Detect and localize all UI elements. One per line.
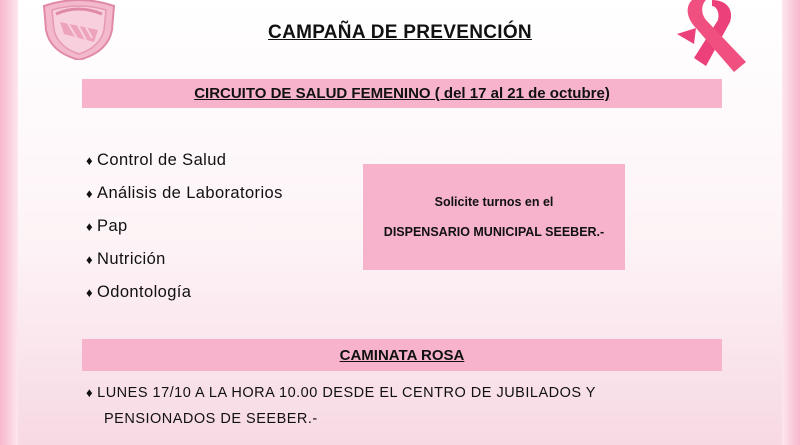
list-item — [86, 177, 283, 210]
walk-heading-band — [82, 339, 722, 371]
list-item — [86, 243, 283, 276]
walk-heading: CAMINATA ROSA — [339, 346, 465, 364]
list-item — [86, 144, 283, 177]
list-item — [86, 276, 283, 309]
walk-details — [86, 380, 706, 432]
circuit-heading-band — [82, 79, 722, 108]
diamond-bullet-icon: ♦ — [86, 186, 94, 201]
service-label: Odontología — [97, 283, 192, 301]
list-item — [86, 210, 283, 243]
page-title: CAMPAÑA DE PREVENCIÓN — [268, 22, 532, 43]
diamond-bullet-icon: ♦ — [86, 252, 94, 267]
callout-line-2: DISPENSARIO MUNICIPAL SEEBER.- — [383, 225, 605, 239]
left-decorative-border — [0, 0, 18, 445]
walk-line-2: PENSIONADOS DE SEEBER.- — [104, 411, 318, 427]
service-label: Control de Salud — [97, 151, 227, 169]
service-label: Análisis de Laboratorios — [97, 184, 283, 202]
circuit-heading: CIRCUITO DE SALUD FEMENINO ( del 17 al 21 de octubre) — [194, 85, 610, 102]
diamond-bullet-icon: ♦ — [86, 153, 94, 168]
right-decorative-border — [782, 0, 800, 445]
service-label: Nutrición — [97, 250, 166, 268]
service-label: Pap — [97, 217, 128, 235]
diamond-bullet-icon: ♦ — [86, 385, 94, 400]
services-list — [86, 144, 283, 309]
appointment-callout — [363, 164, 625, 270]
diamond-bullet-icon: ♦ — [86, 285, 94, 300]
diamond-bullet-icon: ♦ — [86, 219, 94, 234]
walk-line-1: LUNES 17/10 A LA HORA 10.00 DESDE EL CENTRO DE JUBILADOS Y — [97, 385, 596, 401]
callout-line-1: Solicite turnos en el — [434, 195, 554, 209]
